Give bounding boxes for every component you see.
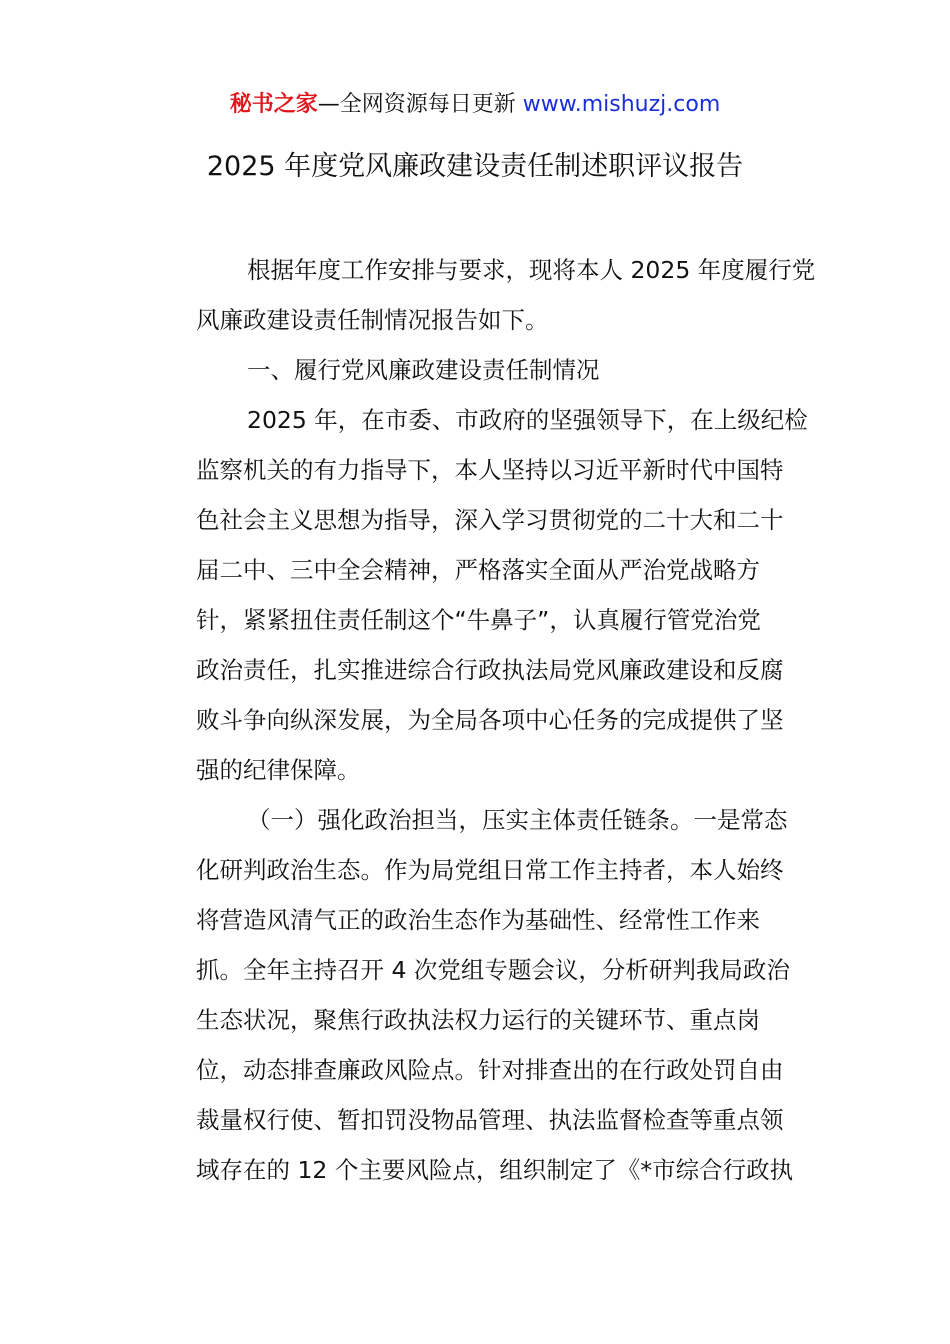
text-line: 监察机关的有力指导下，本人坚持以习近平新时代中国特 — [196, 456, 784, 484]
text-line: （一）强化政治担当，压实主体责任链条。一是常态 — [247, 806, 788, 834]
text-line: 色社会主义思想为指导，深入学习贯彻党的二十大和二十 — [196, 506, 784, 534]
text-line: 生态状况，聚焦行政执法权力运行的关键环节、重点岗 — [196, 1006, 760, 1034]
paragraph-overview — [145, 395, 809, 795]
text-line: 域存在的 12 个主要风险点，组织制定了《*市综合行政执 — [196, 1156, 794, 1184]
text-line: 裁量权行使、暂扣罚没物品管理、执法监督检查等重点领 — [196, 1106, 784, 1134]
text-line: 强的纪律保障。 — [196, 756, 361, 784]
text-line: 一、履行党风廉政建设责任制情况 — [247, 356, 600, 384]
document-body — [145, 245, 816, 1195]
text-line: 抓。全年主持召开 4 次党组专题会议，分析研判我局政治 — [196, 956, 790, 984]
site-brand: 秘书之家 — [229, 92, 318, 117]
text-line: 位，动态排查廉政风险点。针对排查出的在行政处罚自由 — [196, 1056, 784, 1084]
text-line: 根据年度工作安排与要求，现将本人 2025 年度履行党 — [247, 256, 816, 284]
text-line: 政治责任，扎实推进综合行政执法局党风廉政建设和反腐 — [196, 656, 784, 684]
document-title: 2025 年度党风廉政建设责任制述职评议报告 — [206, 151, 744, 182]
site-tagline: —全网资源每日更新 — [317, 92, 523, 117]
site-header — [0, 88, 950, 122]
section-heading — [145, 345, 809, 395]
paragraph-subsection-1 — [145, 795, 809, 1195]
text-line: 2025 年，在市委、市政府的坚强领导下，在上级纪检 — [247, 406, 808, 434]
text-line: 届二中、三中全会精神，严格落实全面从严治党战略方 — [196, 556, 760, 584]
text-line: 将营造风清气正的政治生态作为基础性、经常性工作来 — [196, 906, 760, 934]
text-line: 败斗争向纵深发展，为全局各项中心任务的完成提供了坚 — [196, 706, 784, 734]
text-line: 针，紧紧扭住责任制这个“牛鼻子”，认真履行管党治党 — [196, 606, 761, 634]
site-url-link[interactable]: www.mishuzj.com — [522, 92, 721, 117]
text-line: 风廉政建设责任制情况报告如下。 — [196, 306, 549, 334]
text-line: 化研判政治生态。作为局党组日常工作主持者，本人始终 — [196, 856, 784, 884]
paragraph-intro — [145, 245, 816, 345]
